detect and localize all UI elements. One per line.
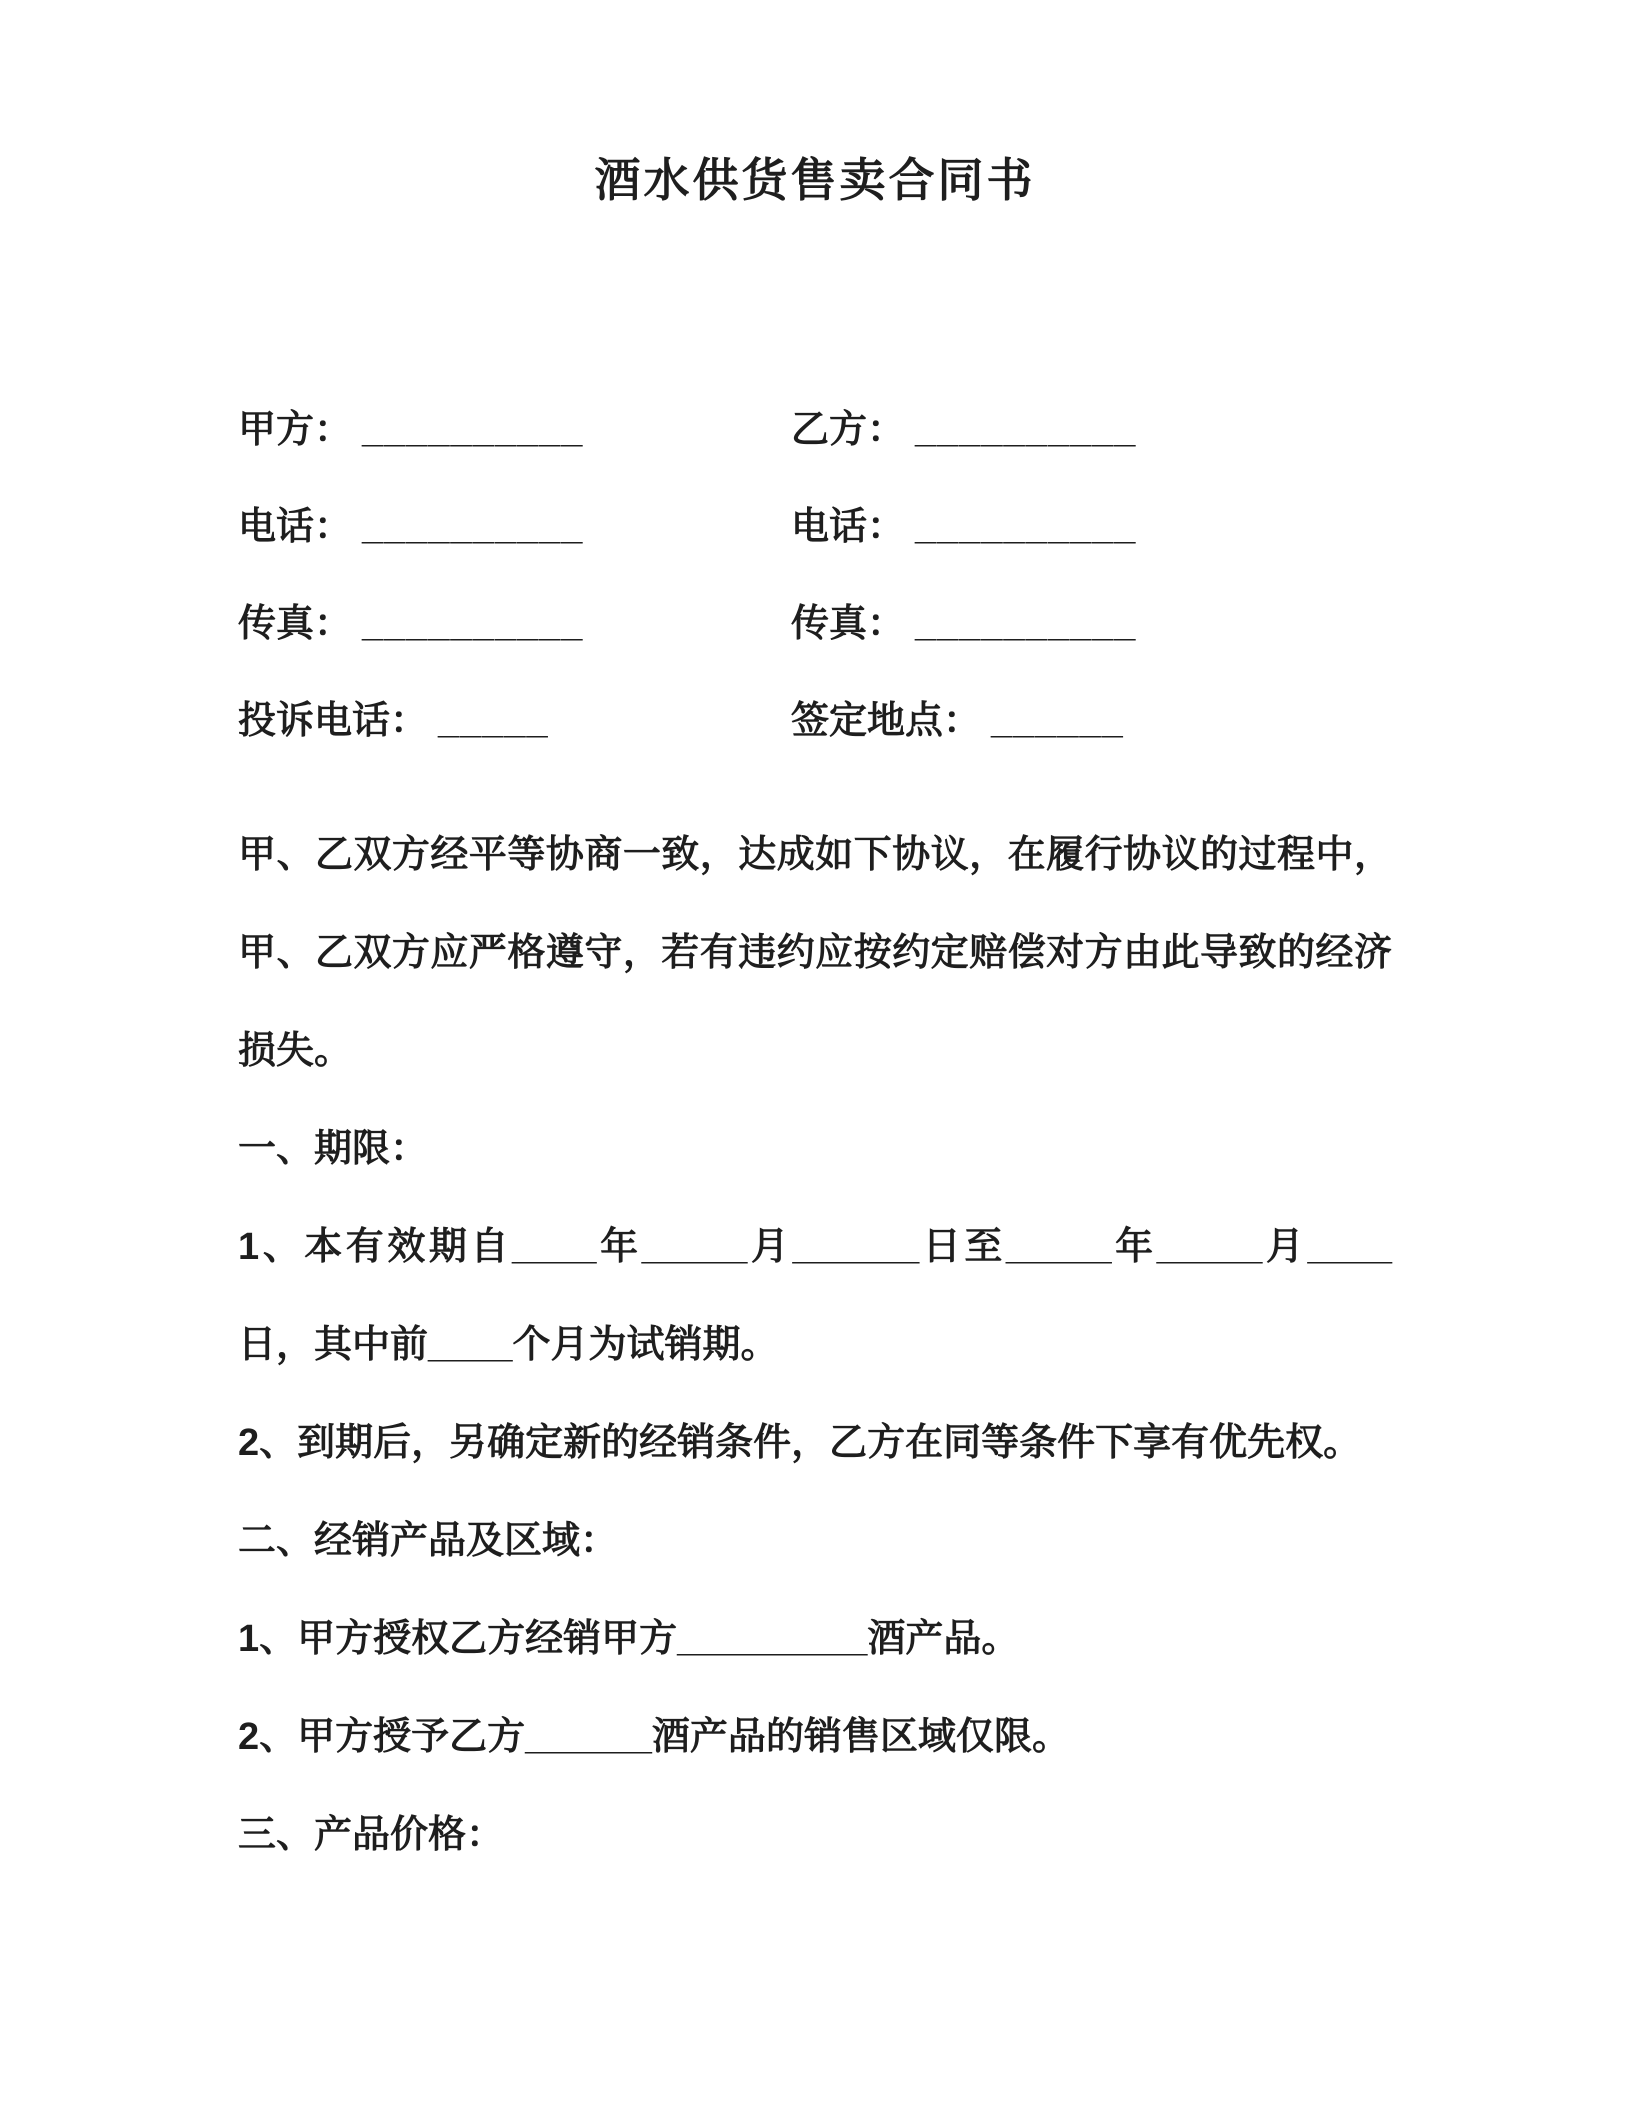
form-row-complaint-signing <box>238 673 1392 770</box>
party-b-fax-field <box>791 576 1392 673</box>
party-b-label: 乙方： <box>791 409 906 451</box>
clause-1-2: 2、到期后，另确定新的经销条件，乙方在同等条件下享有优先权。 <box>238 1422 1362 1464</box>
party-a-fax-blank-line: __________ <box>362 603 584 645</box>
party-a-label: 甲方： <box>238 409 353 451</box>
party-b-phone-blank-line: __________ <box>915 506 1137 548</box>
party-a-fax-label: 传真： <box>238 603 353 645</box>
party-b-fax-label: 传真： <box>791 603 906 645</box>
party-a-phone-label: 电话： <box>238 506 353 548</box>
complaint-phone-blank-line: _____ <box>438 700 549 742</box>
party-b-blank-line: __________ <box>915 409 1137 451</box>
party-a-phone-field <box>238 479 791 576</box>
party-b-fax-blank-line: __________ <box>915 603 1137 645</box>
signing-place-blank-line: ______ <box>991 700 1124 742</box>
preamble-paragraph: 甲、乙双方经平等协商一致，达成如下协议，在履行协议的过程中，甲、乙双方应严格遵守，若有违约应按约定赔偿对方由此导致的经济损失。 <box>238 834 1392 1072</box>
party-a-phone-blank-line: __________ <box>362 506 584 548</box>
party-a-blank-line: __________ <box>362 409 584 451</box>
contract-title: 酒水供货售卖合同书 <box>594 154 1036 206</box>
form-row-fax <box>238 576 1392 673</box>
party-b-phone-field <box>791 479 1392 576</box>
clause-2-1: 1、甲方授权乙方经销甲方_________酒产品。 <box>238 1618 1020 1660</box>
clause-1-1: 1、本有效期自____年_____月______日至_____年_____月____日，其中前____个月为试销期。 <box>238 1226 1392 1366</box>
clause-2-2: 2、甲方授予乙方______酒产品的销售区域仅限。 <box>238 1716 1070 1758</box>
party-b-phone-label: 电话： <box>791 506 906 548</box>
section-3-heading: 三、产品价格： <box>238 1814 505 1856</box>
party-a-field <box>238 382 791 479</box>
party-b-field <box>791 382 1392 479</box>
party-a-fax-field <box>238 576 791 673</box>
contract-body <box>238 806 1392 1884</box>
section-2-heading: 二、经销产品及区域： <box>238 1520 619 1562</box>
form-row-phone <box>238 479 1392 576</box>
form-row-party <box>238 382 1392 479</box>
party-info-section <box>238 382 1392 770</box>
signing-place-label: 签定地点： <box>791 700 982 742</box>
complaint-phone-field <box>238 673 791 770</box>
signing-place-field <box>791 673 1392 770</box>
section-1-heading: 一、期限： <box>238 1128 429 1170</box>
complaint-phone-label: 投诉电话： <box>238 700 429 742</box>
